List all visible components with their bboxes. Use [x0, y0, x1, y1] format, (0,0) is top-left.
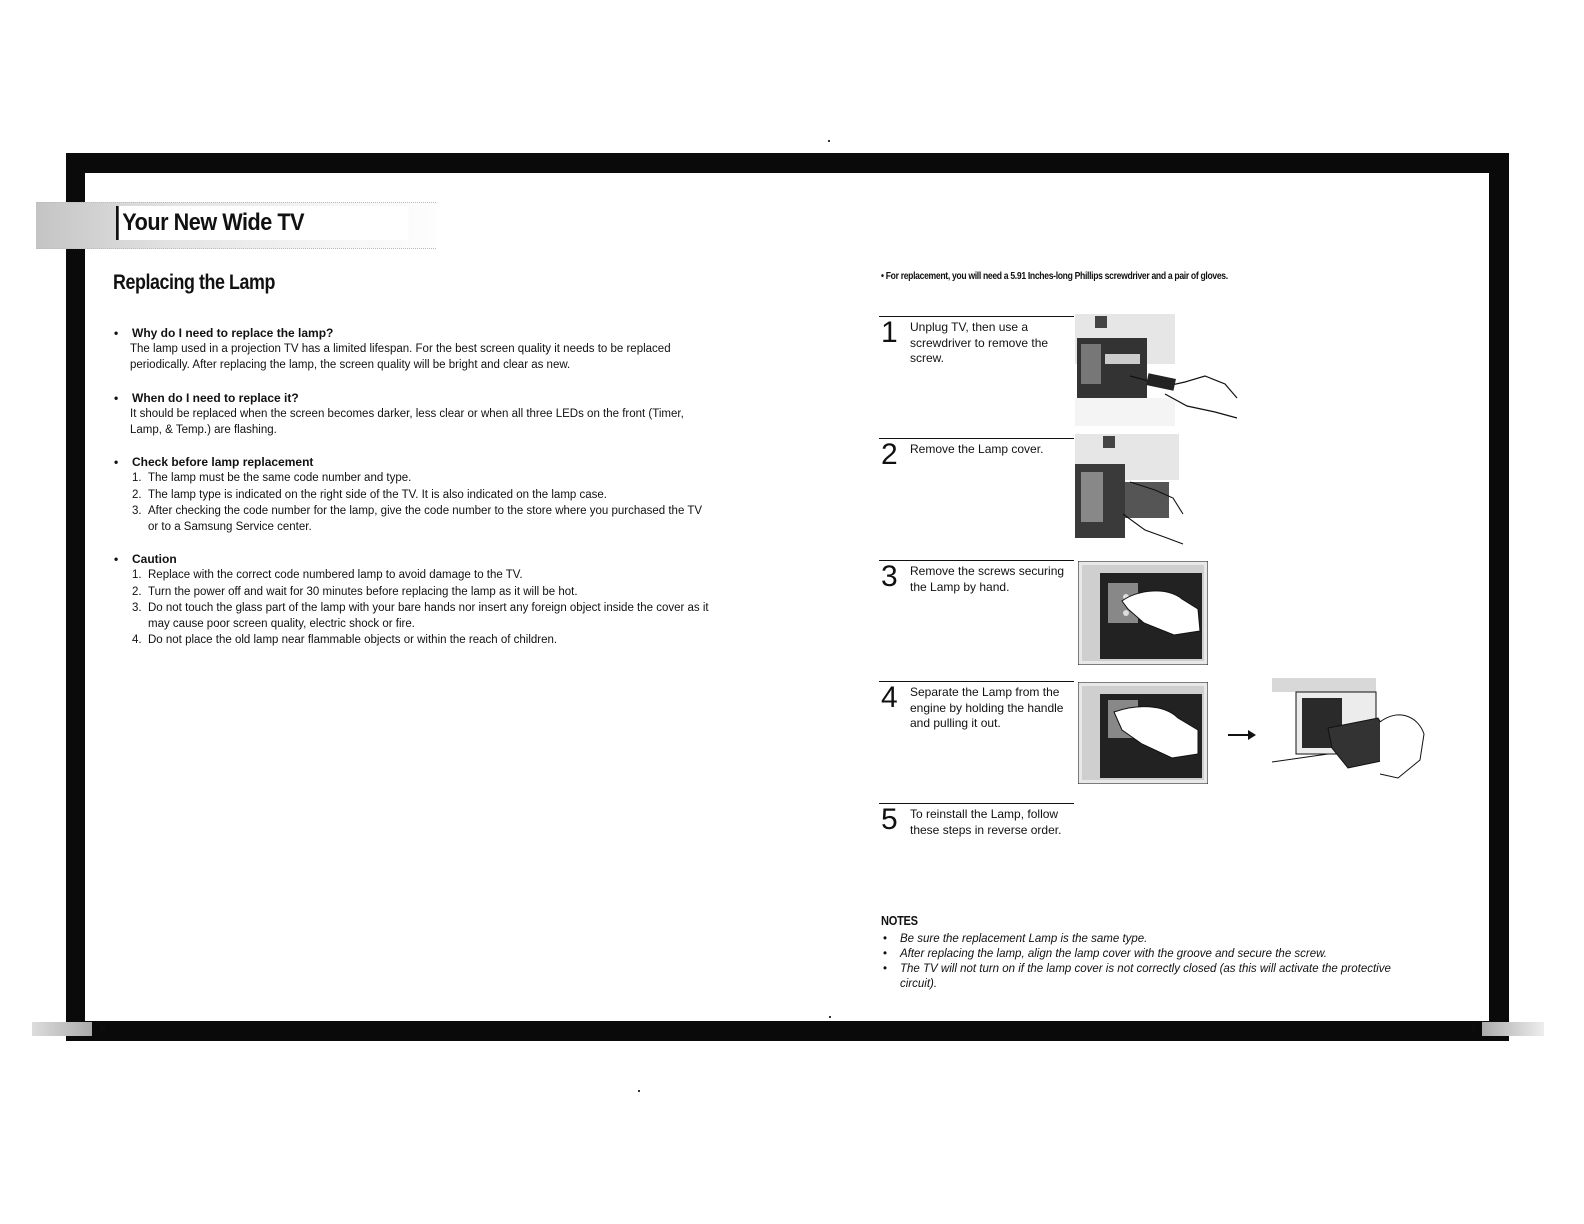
block-check-before	[112, 454, 712, 535]
step-text: Remove the Lamp cover.	[910, 442, 1044, 456]
block-heading: • Check before lamp replacement	[112, 454, 712, 470]
list-item: 2. Turn the power off and wait for 30 minutes before replacing the lamp as it will be hot.	[132, 585, 578, 598]
screwdriver-illustration	[1075, 314, 1245, 426]
step-text: Remove the screws securing the Lamp by hand.	[910, 564, 1065, 594]
lamp-cover-illustration	[1075, 434, 1185, 546]
page-number-left: 6	[100, 1024, 107, 1036]
section-title: Replacing the Lamp	[113, 271, 275, 294]
notes-title: NOTES	[881, 913, 918, 928]
arrow-right-icon	[1228, 728, 1256, 742]
footer-band-right	[1482, 1022, 1544, 1036]
tools-requirement: • For replacement, you will need a 5.91 Inches-long Phillips screwdriver and a pair of gloves.	[881, 270, 1228, 282]
step-number: 4	[881, 681, 898, 714]
block-heading: • Caution	[112, 551, 712, 567]
step-text: To reinstall the Lamp, follow these steps in reverse order.	[910, 807, 1062, 837]
left-column	[112, 325, 712, 664]
lamp-screws-illustration	[1078, 561, 1208, 665]
step-number: 5	[881, 803, 898, 836]
scan-speck	[829, 1016, 831, 1018]
block-when-replace	[112, 390, 712, 439]
step-number: 2	[881, 438, 898, 471]
step-number: 3	[881, 560, 898, 593]
footer-band-left	[32, 1022, 92, 1036]
list-item: 2. The lamp type is indicated on the right side of the TV. It is also indicated on the lamp case.	[132, 488, 607, 501]
step-text: Separate the Lamp from the engine by holding the handle and pulling it out.	[910, 685, 1064, 730]
block-why-replace	[112, 325, 712, 374]
list-item: 4. Do not place the old lamp near flammable objects or within the reach of children.	[132, 634, 558, 647]
scan-speck	[828, 140, 830, 142]
note-item: • The TV will not turn on if the lamp cover is not correctly closed (as this will activate the protective circuit).	[881, 962, 1401, 992]
list-item: 1. Replace with the correct code numbered lamp to avoid damage to the TV.	[132, 569, 523, 582]
note-item: • After replacing the lamp, align the lamp cover with the groove and secure the screw.	[881, 947, 1401, 962]
scan-speck	[638, 1090, 640, 1092]
page-number-right: 7	[1470, 1024, 1477, 1036]
block-caution	[112, 551, 712, 648]
list-item: 3. After checking the code number for the lamp, give the code number to the store where you purchased the TV or to a Samsung Service center.	[132, 504, 703, 534]
step-text: Unplug TV, then use a screwdriver to remove the screw.	[910, 320, 1049, 365]
block-heading: • When do I need to replace it?	[112, 390, 712, 406]
list-item: 1. The lamp must be the same code number and type.	[132, 472, 412, 485]
list-item: 3. Do not touch the glass part of the lamp with your bare hands nor insert any foreign object inside the cover as it may cause poor screen quality, electric shock or fire.	[132, 601, 709, 631]
block-heading: • Why do I need to replace the lamp?	[112, 325, 712, 341]
block-text: It should be replaced when the screen becomes darker, less clear or when all three LEDs on the front (Timer, Lamp, & Temp.) are flashing.	[130, 407, 684, 437]
step-number: 1	[881, 316, 898, 349]
lamp-separate-illustration	[1078, 682, 1208, 784]
chapter-title: Your New Wide TV	[116, 206, 409, 240]
notes-section	[881, 913, 1401, 992]
note-item: • Be sure the replacement Lamp is the same type.	[881, 932, 1401, 947]
lamp-removed-illustration	[1268, 678, 1438, 788]
block-text: The lamp used in a projection TV has a limited lifespan. For the best screen quality it needs to be replaced periodically. After replacing the lamp, the screen quality will be bright and clear as new.	[130, 343, 671, 372]
